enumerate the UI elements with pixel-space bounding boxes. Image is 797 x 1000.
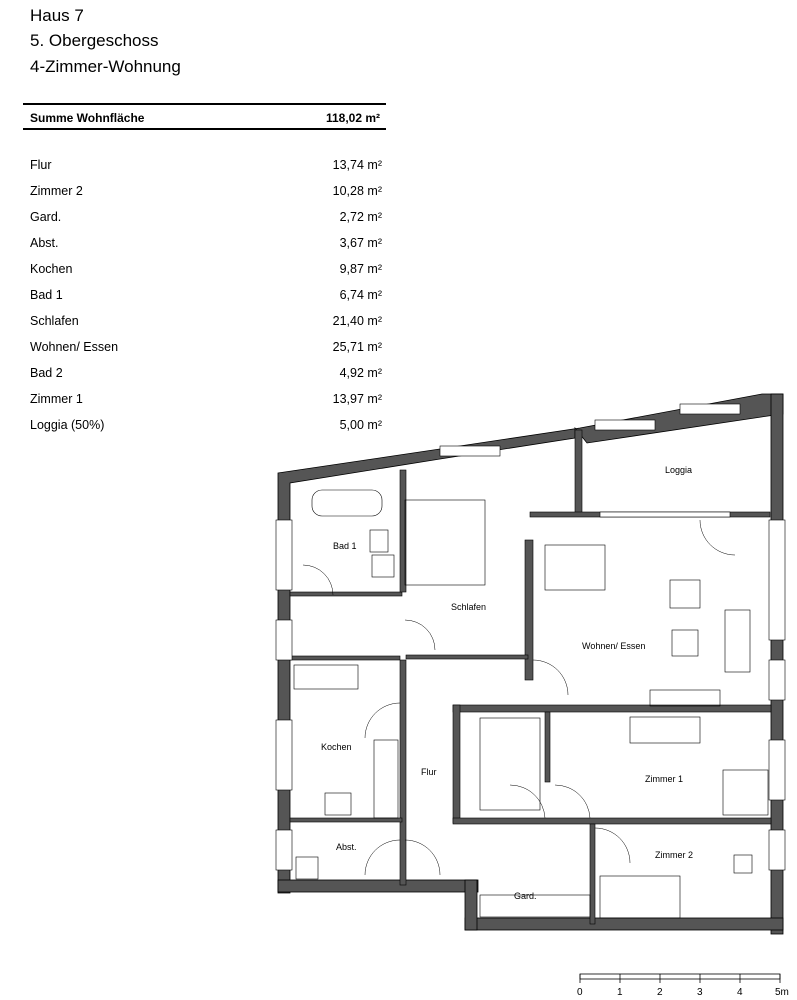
room-label-flur: Flur xyxy=(421,767,437,777)
room-area: 25,71 m² xyxy=(332,340,382,354)
total-area-summary xyxy=(23,103,386,130)
apartment-type: 4-Zimmer-Wohnung xyxy=(30,57,181,76)
room-name: Loggia (50%) xyxy=(30,418,105,432)
room-name: Schlafen xyxy=(30,314,79,328)
room-row xyxy=(30,314,382,340)
room-label-loggia: Loggia xyxy=(665,465,693,475)
nightstand-icon xyxy=(734,855,752,873)
room-area: 10,28 m² xyxy=(332,184,382,198)
scale-tick-label: 2 xyxy=(657,987,663,998)
wardrobe-icon xyxy=(723,770,768,815)
room-name: Kochen xyxy=(30,262,73,276)
sink-icon xyxy=(372,555,394,577)
room-area: 9,87 m² xyxy=(339,262,382,276)
bed-icon xyxy=(405,500,485,585)
scale-bar xyxy=(570,970,795,998)
stove-icon xyxy=(325,793,351,815)
floor-plan xyxy=(270,385,790,940)
scale-bar-body xyxy=(580,974,780,979)
scale-tick-label: 1 xyxy=(617,987,623,998)
house-number: Haus 7 xyxy=(30,6,84,25)
total-area-label: Summe Wohnfläche xyxy=(30,111,145,125)
room-name: Zimmer 1 xyxy=(30,392,83,406)
kitchen-counter-icon xyxy=(294,665,358,689)
room-label-gard: Gard. xyxy=(514,891,537,901)
room-row xyxy=(30,210,382,236)
bed2-icon xyxy=(600,876,680,918)
sideboard-icon xyxy=(650,690,720,706)
room-label-zimmer1: Zimmer 1 xyxy=(645,774,683,784)
armchair-icon xyxy=(670,580,700,608)
room-label-bad1: Bad 1 xyxy=(333,541,357,551)
scale-tick-label: 4 xyxy=(737,987,743,998)
bathtub-icon xyxy=(312,490,382,516)
room-row xyxy=(30,288,382,314)
room-area: 3,67 m² xyxy=(339,236,382,250)
room-name: Bad 1 xyxy=(30,288,63,302)
room-area: 5,00 m² xyxy=(339,418,382,432)
floor-label: 5. Obergeschoss xyxy=(30,31,159,50)
room-label-wohnen: Wohnen/ Essen xyxy=(582,641,646,651)
room-area: 21,40 m² xyxy=(332,314,382,328)
room-name: Wohnen/ Essen xyxy=(30,340,119,354)
room-label-zimmer2: Zimmer 2 xyxy=(655,850,693,860)
room-row xyxy=(30,236,382,262)
scale-tick-label: 0 xyxy=(577,987,583,998)
room-row xyxy=(30,262,382,288)
room-name: Zimmer 2 xyxy=(30,184,83,198)
room-area: 2,72 m² xyxy=(339,210,382,224)
room-label-abst: Abst. xyxy=(336,842,357,852)
room-row xyxy=(30,158,382,184)
desk-icon xyxy=(630,717,700,743)
total-area-value: 118,02 m² xyxy=(325,111,380,125)
room-name: Flur xyxy=(30,158,52,172)
room-area: 6,74 m² xyxy=(339,288,382,302)
interior-walls xyxy=(290,430,771,924)
room-area: 4,92 m² xyxy=(339,366,382,380)
kitchen-unit-icon xyxy=(374,740,398,818)
room-row xyxy=(30,184,382,210)
sofa-icon xyxy=(725,610,750,672)
room-area: 13,74 m² xyxy=(332,158,382,172)
scale-tick-label: 5m xyxy=(775,987,789,998)
room-name: Bad 2 xyxy=(30,366,63,380)
washer-icon xyxy=(296,857,318,879)
room-name: Abst. xyxy=(30,236,59,250)
room-label-schlafen: Schlafen xyxy=(451,602,487,612)
toilet-icon xyxy=(370,530,388,552)
dining-table-icon xyxy=(545,545,605,590)
room-label-kochen: Kochen xyxy=(321,742,352,752)
room-name: Gard. xyxy=(30,210,62,224)
room-area: 13,97 m² xyxy=(332,392,382,406)
room-row xyxy=(30,340,382,366)
coffee-table-icon xyxy=(672,630,698,656)
scale-tick-label: 3 xyxy=(697,987,703,998)
bath2-shower-icon xyxy=(480,718,540,810)
